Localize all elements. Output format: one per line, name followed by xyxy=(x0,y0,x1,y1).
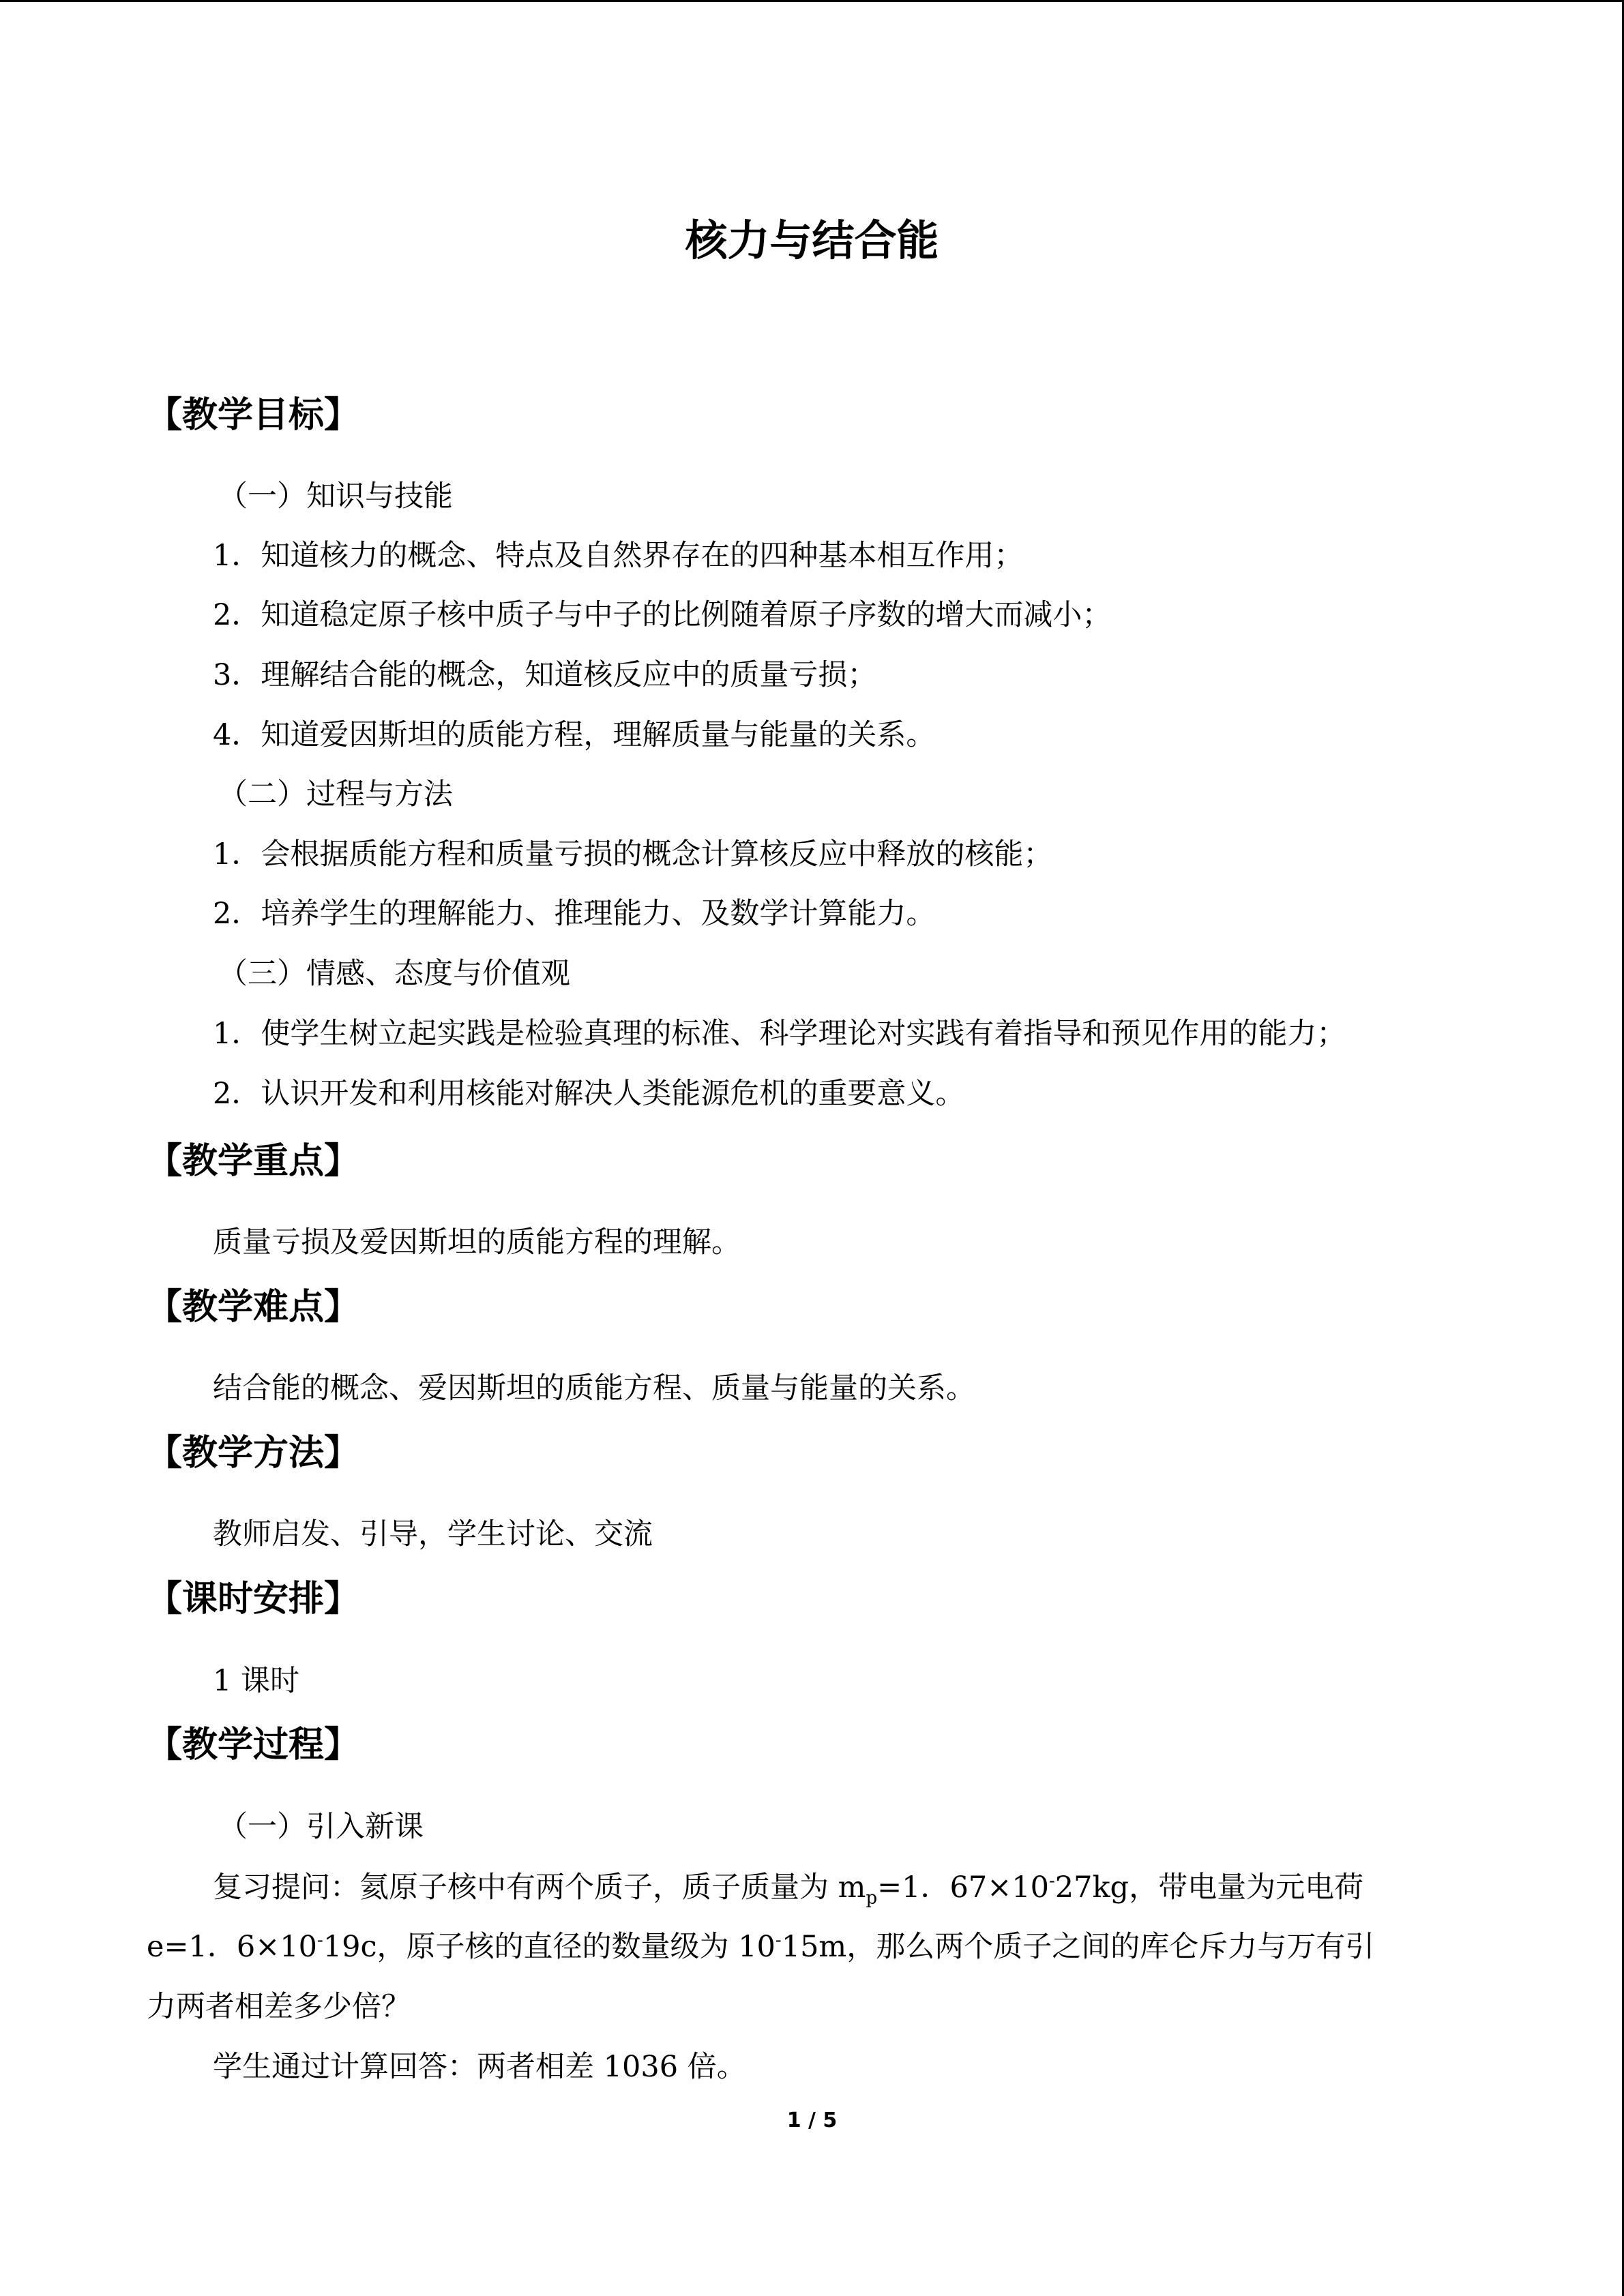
heading-methods: 【教学方法】 xyxy=(147,1433,360,1474)
heading-difficulties: 【教学难点】 xyxy=(147,1287,360,1328)
objectives-section2-item-2: 2．培养学生的理解能力、推理能力、及数学计算能力。 xyxy=(213,897,936,931)
methods-text: 教师启发、引导，学生讨论、交流 xyxy=(213,1517,653,1551)
objectives-section3-item-1: 1．使学生树立起实践是检验真理的标准、科学理论对实践有着指导和预见作用的能力； xyxy=(213,1017,1346,1051)
objectives-section1-item-4: 4．知道爱因斯坦的质能方程，理解质量与能量的关系。 xyxy=(213,718,936,752)
process-question-line-2: e=1．6×10-19c，原子核的直径的数量级为 10-15m，那么两个质子之间的库仑斥力与万有引 xyxy=(147,1930,1375,1964)
heading-schedule: 【课时安排】 xyxy=(147,1579,360,1620)
objectives-section3-item-2: 2．认识开发和利用核能对解决人类能源危机的重要意义。 xyxy=(213,1077,965,1111)
objectives-section1-title: （一）知识与技能 xyxy=(218,479,453,513)
process-section1-title: （一）引入新课 xyxy=(218,1810,424,1844)
schedule-text: 1 课时 xyxy=(213,1664,300,1698)
process-question-line-1: 复习提问：氦原子核中有两个质子，质子质量为 $m_p=1$．67×10-27kg，带电量为元电荷 xyxy=(213,1870,1364,1909)
key-points-text: 质量亏损及爱因斯坦的质能方程的理解。 xyxy=(213,1225,741,1259)
difficulties-text: 结合能的概念、爱因斯坦的质能方程、质量与能量的关系。 xyxy=(213,1371,975,1405)
heading-process: 【教学过程】 xyxy=(147,1725,360,1765)
document-title: 核力与结合能 xyxy=(685,215,939,265)
page-number: 1 / 5 xyxy=(786,2108,838,2132)
heading-key-points: 【教学重点】 xyxy=(147,1141,360,1182)
objectives-section1-item-1: 1．知道核力的概念、特点及自然界存在的四种基本相互作用； xyxy=(213,539,1024,573)
process-question-line-3: 力两者相差多少倍？ xyxy=(147,1990,411,2024)
objectives-section2-item-1: 1．会根据质能方程和质量亏损的概念计算核反应中释放的核能； xyxy=(213,837,1053,871)
objectives-section1-item-3: 3．理解结合能的概念，知道核反应中的质量亏损； xyxy=(213,658,877,692)
process-answer: 学生通过计算回答：两者相差 1036 倍。 xyxy=(213,2050,746,2084)
heading-objectives: 【教学目标】 xyxy=(147,395,360,436)
objectives-section1-item-2: 2．知道稳定原子核中质子与中子的比例随着原子序数的增大而减小； xyxy=(213,598,1112,632)
objectives-section2-title: （二）过程与方法 xyxy=(218,777,453,811)
objectives-section3-title: （三）情感、态度与价值观 xyxy=(218,957,570,991)
